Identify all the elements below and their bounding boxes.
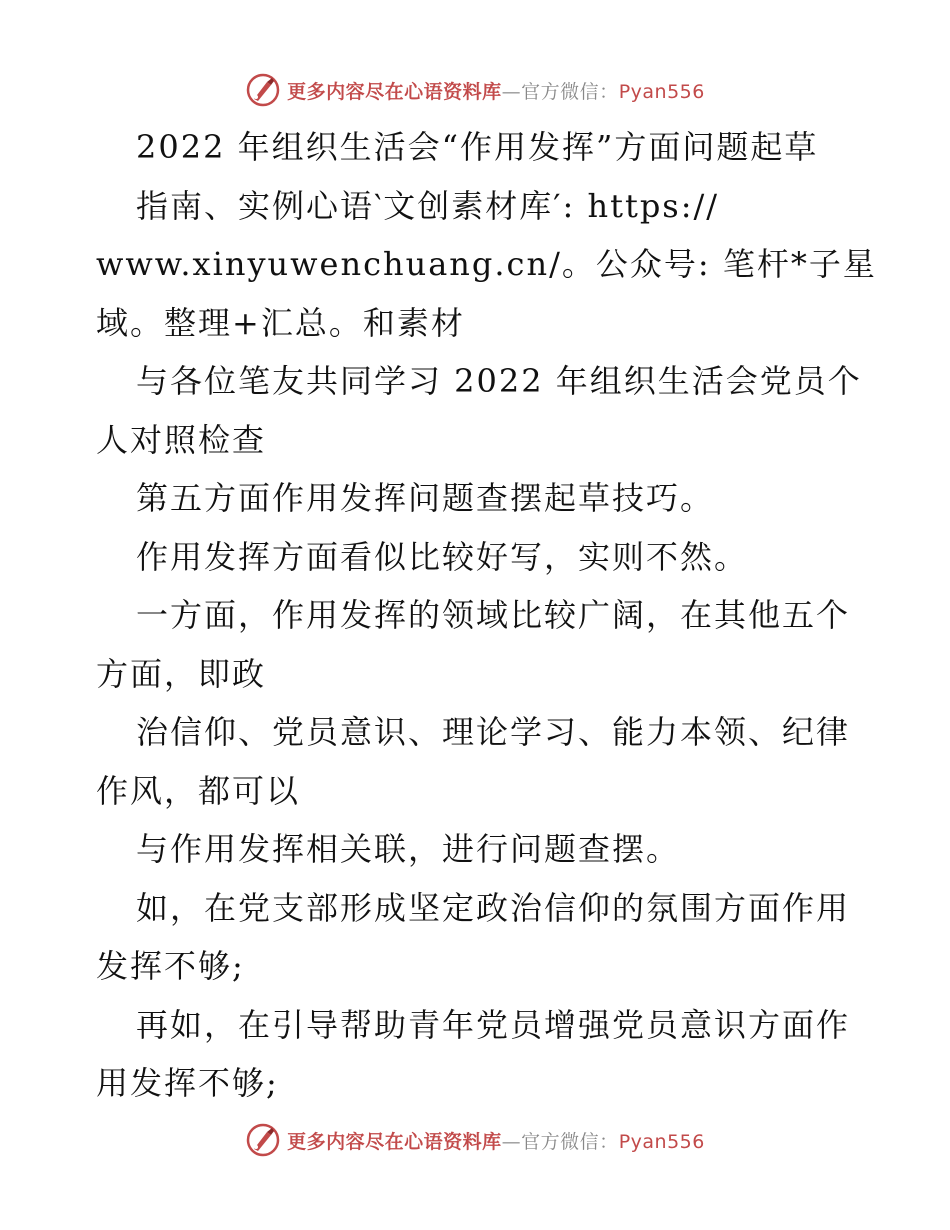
text-line: 与作用发挥相关联，进行问题查摆。	[136, 830, 681, 868]
text-line: 再如，在引导帮助青年党员增强党员意识方面作	[136, 1005, 851, 1044]
text-line: 发挥不够;	[96, 947, 245, 985]
banner-wechat-label: 官方微信：	[521, 80, 619, 103]
banner-wechat-label: 官方微信：	[521, 1130, 619, 1153]
text-line: 作用发挥方面看似比较好写，实则不然。	[136, 537, 749, 576]
text-line: 第五方面作用发挥问题查摆起草技巧。	[136, 479, 715, 517]
banner-site-text: 更多内容尽在心语资料库	[287, 1130, 502, 1153]
text-line: 人对照检查	[96, 420, 267, 459]
document-body	[96, 118, 877, 1113]
text-line: 作风，都可以	[96, 771, 301, 810]
text-line: 一方面，作用发挥的领域比较广阔，在其他五个	[136, 596, 851, 634]
banner-wechat-id: Pyan556	[618, 80, 705, 103]
text-line: 方面，即政	[96, 654, 267, 693]
text-line: 如，在党支部形成坚定政治信仰的氛围方面作用	[136, 888, 851, 927]
header-watermark-banner	[0, 72, 950, 108]
banner-site-text: 更多内容尽在心语资料库	[287, 80, 502, 103]
text-line: 域。整理+汇总。和素材	[96, 303, 465, 342]
banner-wechat-id: Pyan556	[618, 1130, 705, 1153]
text-line: 用发挥不够;	[96, 1064, 279, 1102]
banner-dash: —	[501, 1130, 522, 1153]
text-line: 2022 年组织生活会“作用发挥”方面问题起草	[136, 128, 819, 166]
text-line: www.xinyuwenchuang.cn/。公众号: 笔杆*子星	[96, 245, 877, 283]
quill-pen-logo-icon	[245, 1122, 281, 1158]
quill-pen-logo-icon	[245, 72, 281, 108]
text-line: 治信仰、党员意识、理论学习、能力本领、纪律	[136, 713, 851, 751]
text-line: 指南、实例心语‵文创素材库′: https://	[136, 186, 720, 225]
banner-dash: —	[501, 80, 522, 103]
footer-watermark-banner	[0, 1122, 950, 1158]
text-line: 与各位笔友共同学习 2022 年组织生活会党员个	[136, 362, 862, 400]
